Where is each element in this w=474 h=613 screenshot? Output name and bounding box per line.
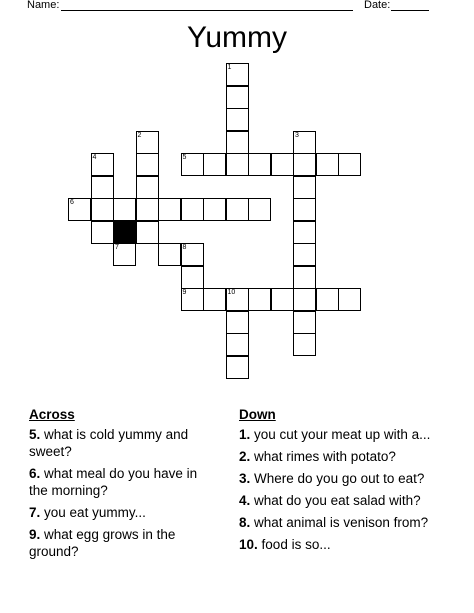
- crossword-cell[interactable]: [203, 153, 226, 176]
- cell-number: 10: [227, 289, 236, 296]
- crossword-cell[interactable]: [91, 221, 114, 244]
- crossword-cell[interactable]: [271, 153, 294, 176]
- crossword-cell[interactable]: [226, 288, 249, 311]
- crossword-cell[interactable]: [181, 288, 204, 311]
- crossword-cell[interactable]: [293, 221, 316, 244]
- clue-number: 2.: [239, 449, 251, 464]
- clue-text: what egg grows in the ground?: [29, 527, 176, 559]
- name-label: Name:: [27, 0, 60, 11]
- crossword-cell[interactable]: [226, 198, 249, 221]
- crossword-cell[interactable]: [316, 288, 339, 311]
- crossword-cell[interactable]: [338, 153, 361, 176]
- crossword-cell[interactable]: [91, 198, 114, 221]
- crossword-cell[interactable]: [181, 153, 204, 176]
- crossword-cell[interactable]: [136, 131, 159, 154]
- crossword-cell[interactable]: [226, 333, 249, 356]
- cell-number: 9: [182, 289, 187, 296]
- clue-number: 9.: [29, 527, 41, 542]
- crossword-cell[interactable]: [226, 153, 249, 176]
- crossword-cell[interactable]: [181, 243, 204, 266]
- clue-across-7: [29, 504, 219, 521]
- crossword-cell[interactable]: [91, 153, 114, 176]
- clue-text: Where do you go out to eat?: [254, 471, 425, 486]
- crossword-cell[interactable]: [293, 176, 316, 199]
- cell-number: 4: [92, 154, 97, 161]
- clue-across-9: [29, 526, 219, 560]
- clue-text: what animal is venison from?: [254, 515, 429, 530]
- crossword-cell[interactable]: [226, 131, 249, 154]
- clue-number: 1.: [239, 427, 251, 442]
- clue-across-6: [29, 465, 219, 499]
- clue-number: 7.: [29, 505, 41, 520]
- clue-down-10: [239, 536, 439, 553]
- clue-down-1: [239, 426, 439, 443]
- crossword-cell[interactable]: [226, 63, 249, 86]
- clue-number: 8.: [239, 515, 251, 530]
- crossword-cell[interactable]: [226, 86, 249, 109]
- crossword-cell[interactable]: [293, 243, 316, 266]
- crossword-cell[interactable]: [248, 288, 271, 311]
- date-label: Date:: [364, 0, 391, 11]
- crossword-cell[interactable]: [293, 333, 316, 356]
- crossword-cell[interactable]: [203, 288, 226, 311]
- crossword-cell[interactable]: [113, 198, 136, 221]
- puzzle-title: Yummy: [186, 21, 288, 54]
- crossword-cell[interactable]: [248, 198, 271, 221]
- crossword-cell[interactable]: [181, 198, 204, 221]
- crossword-cell[interactable]: [136, 198, 159, 221]
- clue-text: what do you eat salad with?: [254, 493, 421, 508]
- clue-down-2: [239, 448, 439, 465]
- clue-down-8: [239, 514, 439, 531]
- cell-number: 7: [115, 244, 119, 251]
- cell-number: 8: [182, 244, 187, 251]
- crossword-cell[interactable]: [293, 266, 316, 289]
- crossword-cell[interactable]: [248, 153, 271, 176]
- across-heading: Across: [29, 407, 75, 422]
- clue-down-4: [239, 492, 439, 509]
- crossword-cell[interactable]: [293, 131, 316, 154]
- clue-number: 4.: [239, 493, 251, 508]
- cell-number: 6: [70, 199, 74, 206]
- clue-number: 5.: [29, 427, 41, 442]
- crossword-cell[interactable]: [158, 243, 181, 266]
- crossword-cell[interactable]: [226, 108, 249, 131]
- clue-across-5: [29, 426, 219, 460]
- clue-down-3: [239, 470, 439, 487]
- crossword-cell[interactable]: [136, 153, 159, 176]
- cell-number: 5: [182, 154, 187, 161]
- crossword-cell[interactable]: [293, 198, 316, 221]
- crossword-cell[interactable]: [68, 198, 91, 221]
- crossword-cell[interactable]: [158, 198, 181, 221]
- clue-text: you eat yummy...: [44, 505, 146, 520]
- crossword-cell[interactable]: [293, 288, 316, 311]
- across-clues: [29, 406, 219, 565]
- cell-number: 3: [295, 131, 299, 139]
- crossword-cell[interactable]: [338, 288, 361, 311]
- clue-text: what is cold yummy and sweet?: [29, 427, 189, 459]
- crossword-cell[interactable]: [293, 311, 316, 334]
- crossword-cell[interactable]: [226, 311, 249, 334]
- clue-text: what meal do you have in the morning?: [29, 466, 198, 498]
- crossword-cell[interactable]: [226, 356, 249, 379]
- crossword-cell[interactable]: [271, 288, 294, 311]
- clue-number: 3.: [239, 471, 251, 486]
- clue-text: what rimes with potato?: [254, 449, 396, 464]
- crossword-cell[interactable]: [181, 266, 204, 289]
- cell-number: 1: [227, 64, 232, 71]
- clue-number: 10.: [239, 537, 258, 552]
- clue-text: you cut your meat up with a...: [254, 427, 431, 442]
- clue-text: food is so...: [261, 537, 331, 552]
- crossword-black-cell: [113, 221, 136, 244]
- crossword-cell[interactable]: [293, 153, 316, 176]
- crossword-cell[interactable]: [91, 176, 114, 199]
- down-clues: [239, 406, 439, 558]
- down-heading: Down: [239, 407, 276, 422]
- crossword-cell[interactable]: [316, 153, 339, 176]
- clue-number: 6.: [29, 466, 41, 481]
- cell-number: 2: [137, 131, 142, 139]
- crossword-cell[interactable]: [113, 243, 136, 266]
- crossword-cell[interactable]: [136, 176, 159, 199]
- crossword-cell[interactable]: [136, 221, 159, 244]
- crossword-cell[interactable]: [203, 198, 226, 221]
